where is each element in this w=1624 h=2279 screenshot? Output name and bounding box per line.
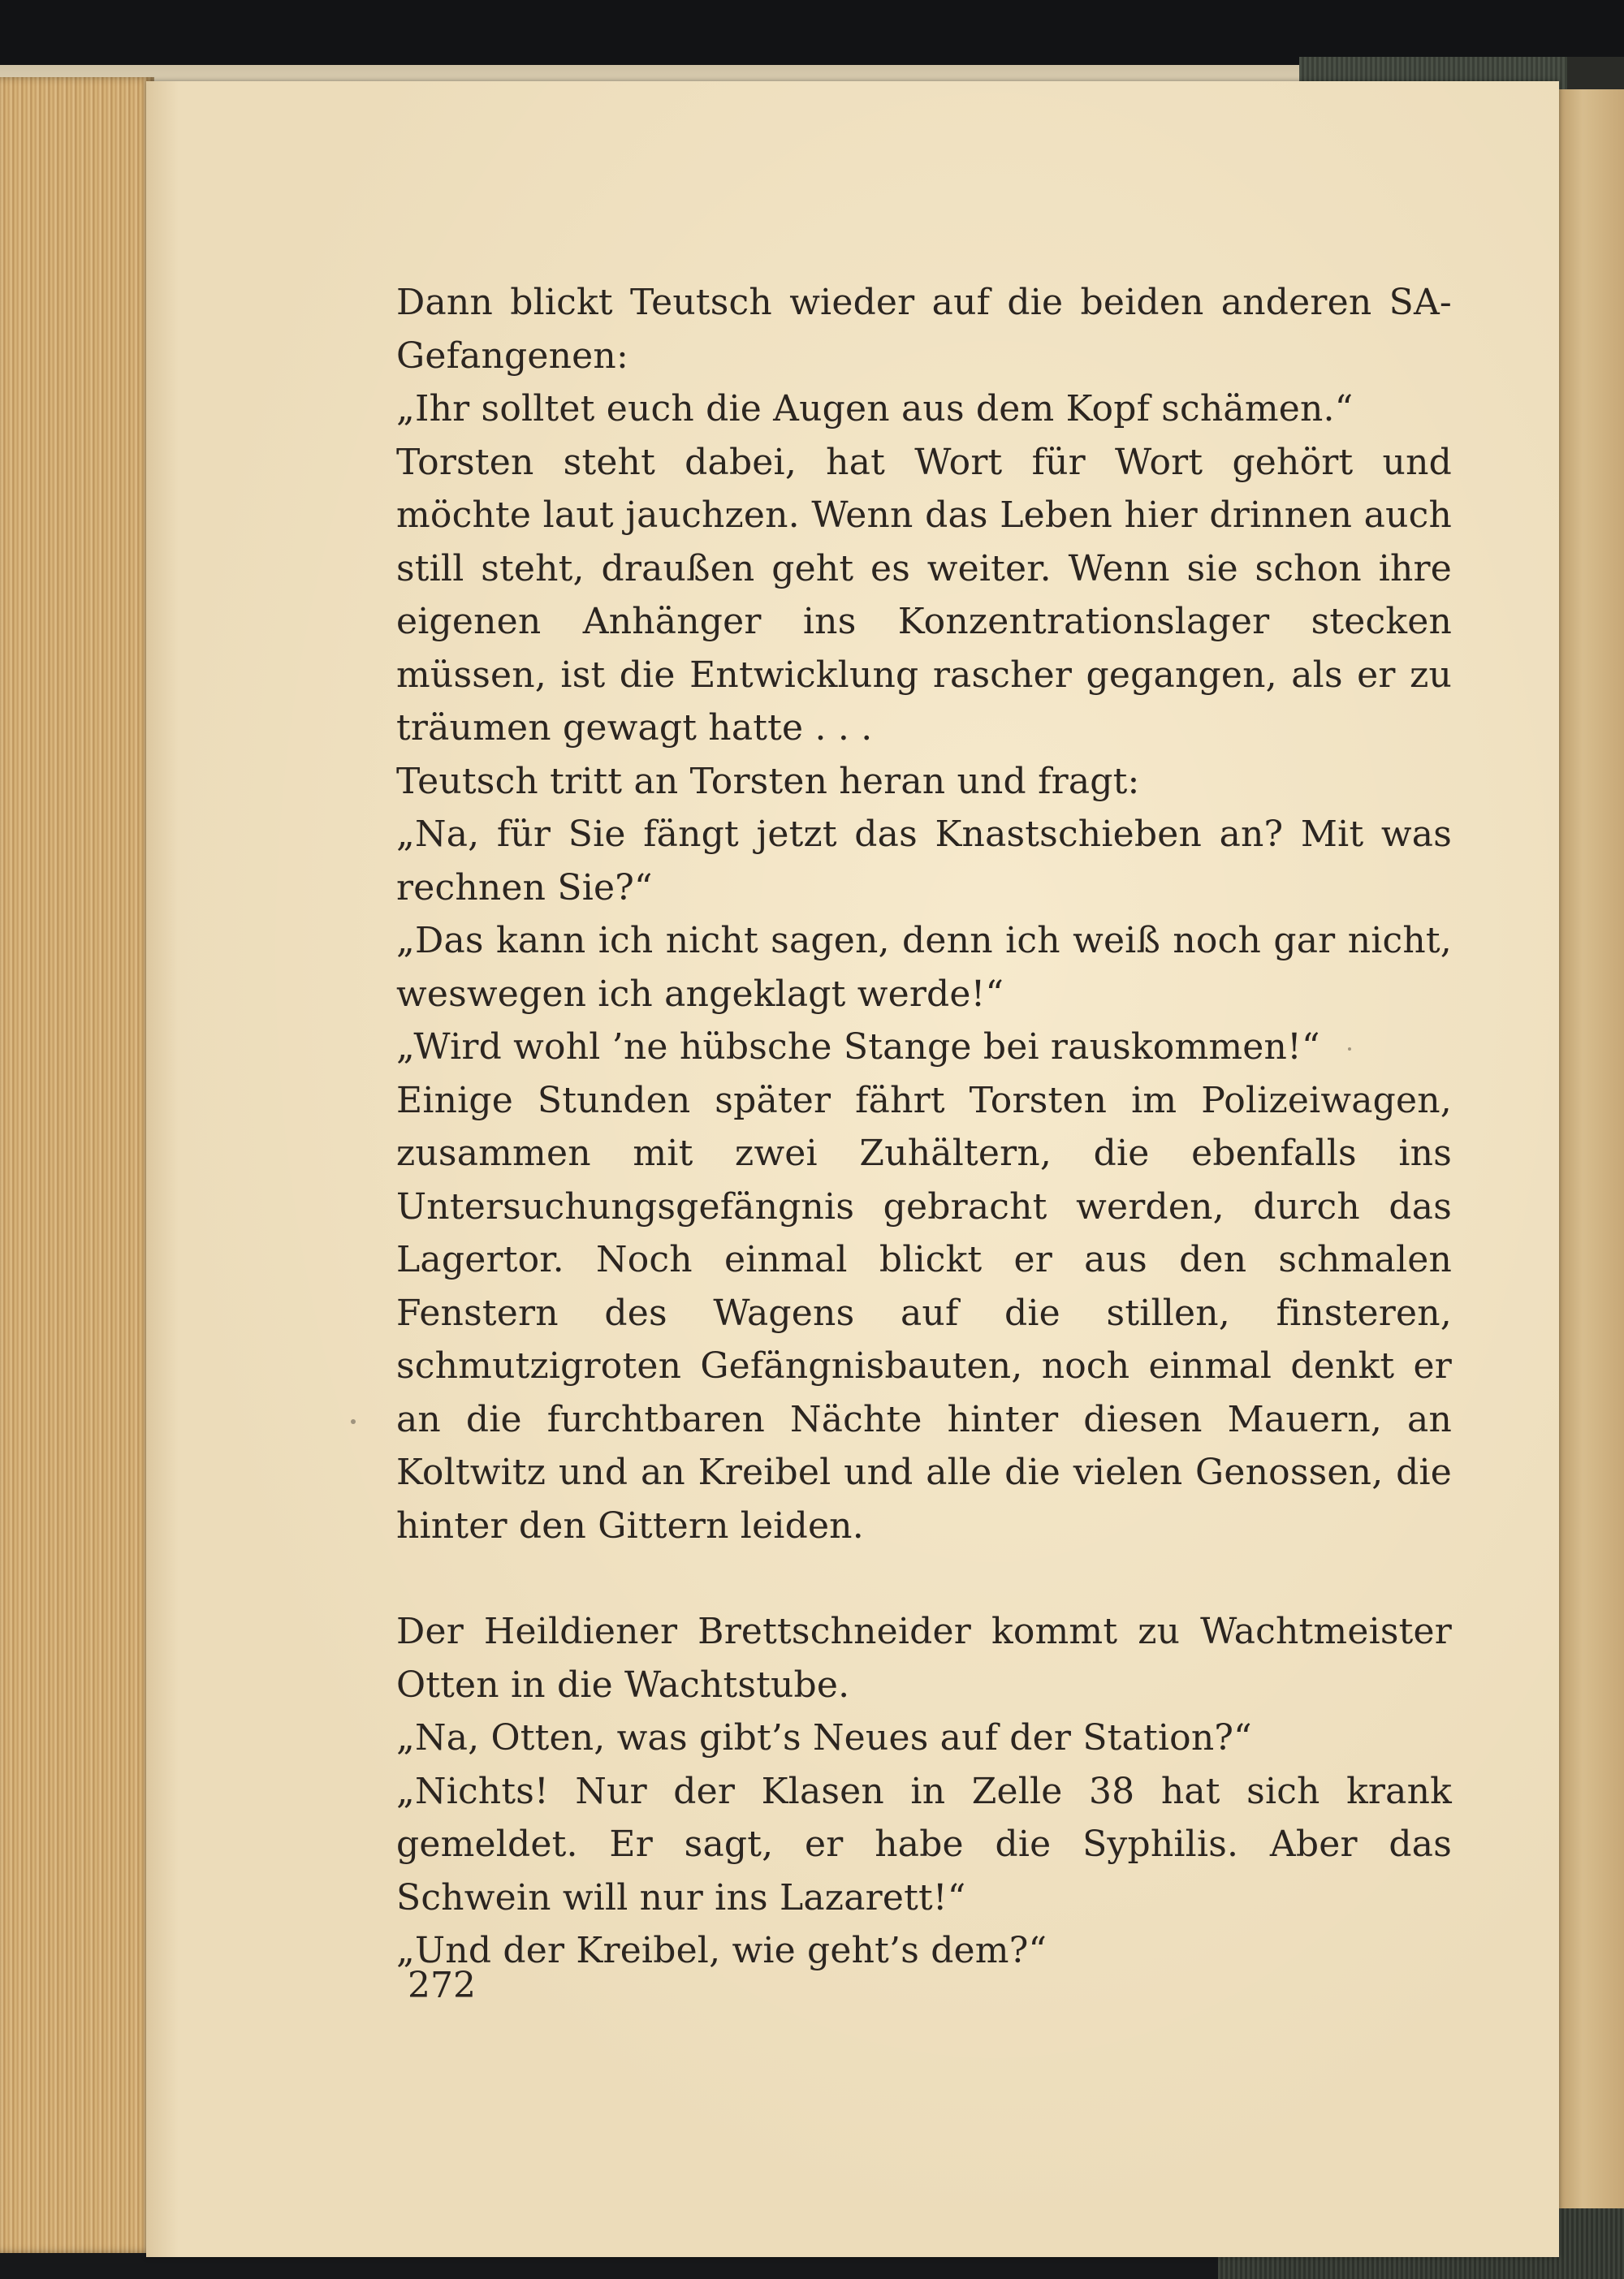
paragraph: „Na, Otten, was gibt’s Neues auf der Station?“ [396, 1717, 1252, 1759]
paragraph: „Und der Kreibel, wie geht’s dem?“ [396, 1930, 1047, 1971]
paragraph: Teutsch tritt an Torsten heran und fragt: [396, 760, 1140, 802]
paragraph: „Ihr solltet euch die Augen aus dem Kopf schämen.“ [396, 388, 1354, 429]
paragraph: Einige Stunden später fährt Torsten im Polizeiwagen, zusammen mit zwei Zuhältern, die ebenfalls ins Untersuchungsgefängnis gebracht werden, durch das Lagertor. Noch einmal blickt er aus den schmalen Fenstern des Wagens auf die stillen, finsteren, schmutzigroten Gefängnisbauten, noch einmal denkt er an die furchtbaren Nächte hinter diesen Mauern, an Koltwitz und an Kreibel und alle die vielen Genossen, die hinter den Gittern leiden. [396, 1079, 1452, 1547]
paragraph: „Na, für Sie fängt jetzt das Knastschieben an? Mit was rechnen Sie?“ [396, 814, 1452, 909]
book-right-edge [1555, 89, 1624, 2233]
paragraph: „Wird wohl ’ne hübsche Stange bei rauskommen!“ [396, 1026, 1320, 1068]
paragraph: „Nichts! Nur der Klasen in Zelle 38 hat sich krank gemeldet. Er sagt, er habe die Syphilis. Aber das Schwein will nur ins Lazarett!“ [396, 1770, 1452, 1919]
paragraph: Der Heildiener Brettschneider kommt zu Wachtmeister Otten in die Wachtstube. [396, 1611, 1452, 1706]
paper-speck [1348, 1047, 1351, 1051]
paragraph: „Das kann ich nicht sagen, denn ich weiß noch gar nicht, weswegen ich angeklagt werde!“ [396, 920, 1452, 1015]
page-text [396, 276, 1452, 1978]
paragraph: Dann blickt Teutsch wieder auf die beiden anderen SA-Gefangenen: [396, 282, 1452, 377]
scan-background [0, 0, 1624, 65]
paper-speck [351, 1419, 356, 1424]
page-number: 272 [408, 1965, 476, 2006]
page-edges-left [0, 77, 154, 2253]
paragraph: Torsten steht dabei, hat Wort für Wort gehört und möchte laut jauchzen. Wenn das Leben hier drinnen auch still steht, draußen geht es weiter. Wenn sie schon ihre eigenen Anhänger ins Konzentrationslager stecken müssen, ist die Entwicklung rascher gegangen, als er zu träumen gewagt hatte . . . [396, 441, 1452, 749]
